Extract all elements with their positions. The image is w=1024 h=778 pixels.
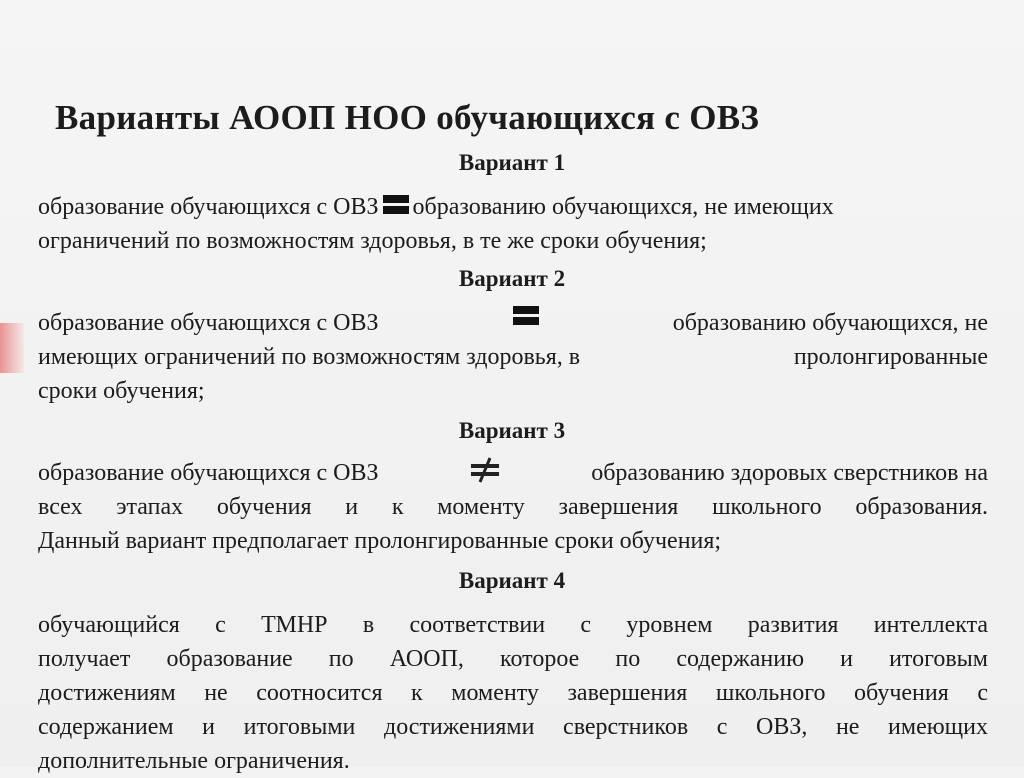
text-line: ограничений по возможностям здоровья, в те же сроки обучения; [38, 228, 707, 254]
text-line [38, 490, 988, 524]
decorative-accent-bar [0, 323, 24, 373]
text-fragment: образованию здоровых сверстников на [591, 460, 988, 486]
variant-1-text [38, 190, 988, 258]
variant-3-heading: Вариант 3 [458, 418, 566, 443]
variant-2-heading: Вариант 2 [458, 266, 566, 291]
text-line: сроки обучения; [38, 378, 205, 404]
text-line [38, 190, 988, 224]
text-fragment: содержанием и итоговыми достижениями сверстников с ОВЗ, не имеющих [38, 714, 988, 740]
text-fragment: имеющих ограничений по возможностям здоровья, в [38, 344, 581, 370]
text-line [38, 710, 988, 744]
text-fragment: образование обучающихся с ОВЗ [38, 194, 379, 220]
text-fragment: образованию обучающихся, не имеющих [412, 194, 834, 220]
text-fragment: образование обучающихся с ОВЗ [38, 310, 379, 336]
text-fragment: всех этапах обучения и к моменту завершения школьного образования. [38, 494, 988, 520]
text-fragment: образование обучающихся с ОВЗ [38, 460, 379, 486]
variant-3-text [38, 456, 988, 558]
equals-icon [383, 195, 409, 217]
variant-2-text [38, 306, 988, 408]
equals-icon [513, 306, 539, 328]
text-line: Данный вариант предполагает пролонгированные сроки обучения; [38, 528, 722, 554]
text-line [38, 642, 988, 676]
text-line: дополнительные ограничения. [38, 748, 350, 774]
text-line [38, 340, 988, 374]
text-fragment: получает образование по АООП, которое по содержанию и итоговым [38, 646, 988, 672]
text-line [38, 306, 988, 340]
variant-1-heading: Вариант 1 [458, 150, 566, 175]
text-fragment: пролонгированные [793, 344, 988, 370]
text-line [38, 608, 988, 642]
text-line [38, 676, 988, 710]
not-equal-icon [468, 456, 502, 484]
text-fragment: достижениям не соотносится к моменту завершения школьного обучения с [38, 680, 988, 706]
slide-title: Варианты АООП НОО обучающихся с ОВЗ [55, 98, 760, 137]
variant-4-heading: Вариант 4 [458, 568, 566, 593]
text-line [38, 456, 988, 490]
text-fragment: образованию обучающихся, не [672, 310, 988, 336]
variant-4-text [38, 608, 988, 778]
text-fragment: обучающийся с ТМНР в соответствии с уровнем развития интеллекта [38, 612, 988, 638]
